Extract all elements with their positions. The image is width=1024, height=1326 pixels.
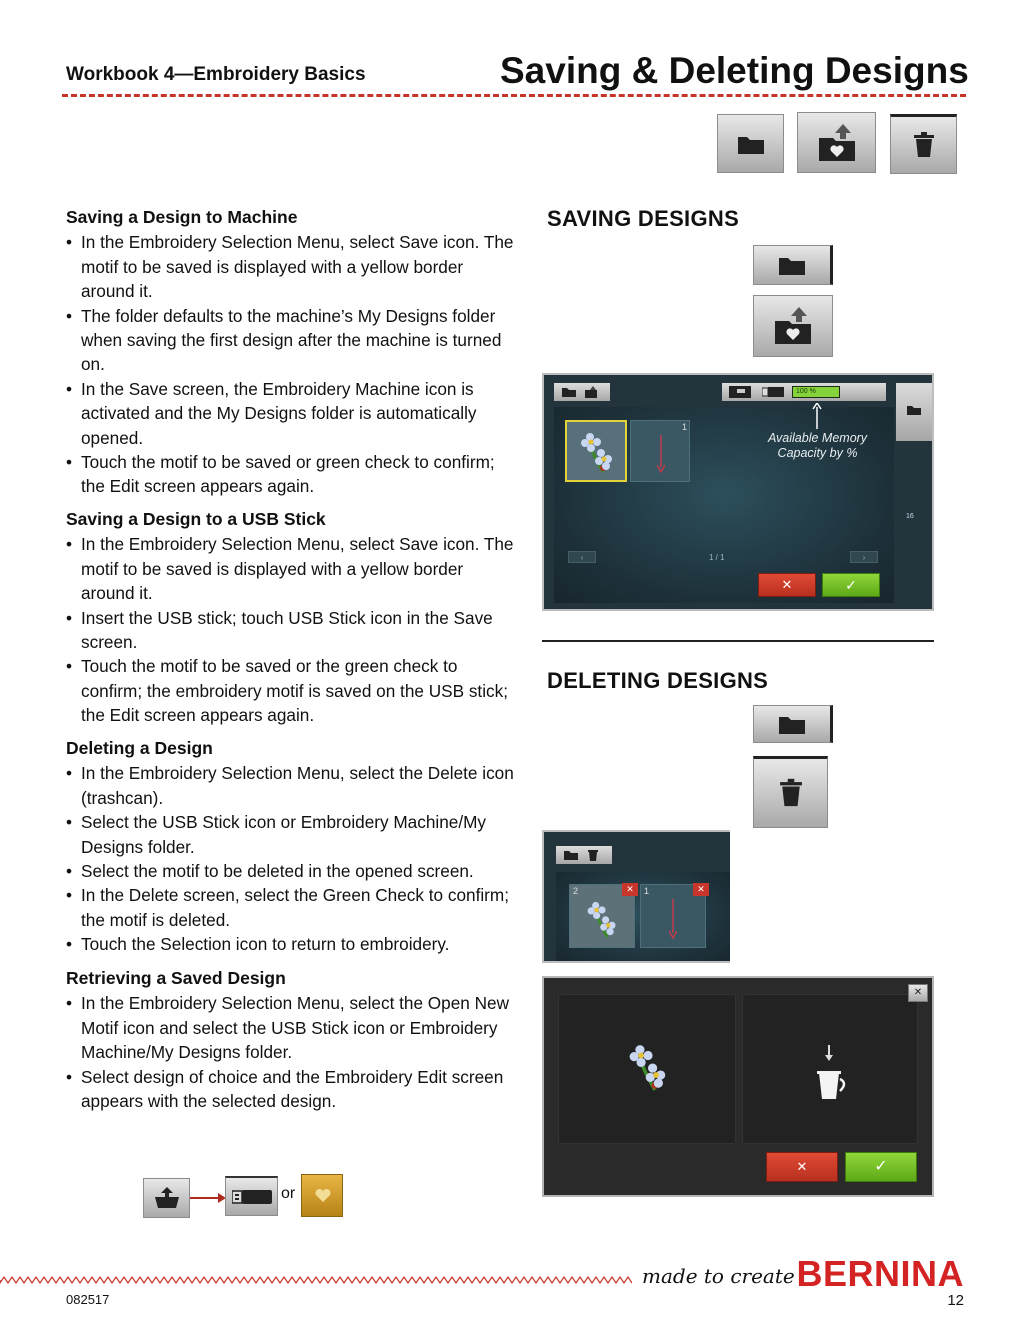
open-motif-icon (153, 1187, 181, 1209)
flower-motif-icon (577, 428, 617, 476)
list-item: • Select design of choice and the Embroidery Edit screen appears with the selected design. (66, 1065, 521, 1114)
my-designs-folder-icon (315, 1189, 331, 1203)
folder-icon (562, 387, 576, 397)
flower-motif-icon (584, 897, 620, 941)
section-heading: Retrieving a Saved Design (66, 968, 286, 988)
list-item: • In the Delete screen, select the Green Check to confirm; the motif is deleted. (66, 883, 521, 932)
delete-into-trash-icon (815, 1045, 851, 1103)
list-item: • In the Embroidery Selection Menu, select Save icon. The motif to be saved is displayed with a yellow border around it. (66, 532, 521, 605)
header-divider (62, 94, 966, 97)
usb-stick-icon (762, 386, 784, 398)
list-item: • Insert the USB stick; touch USB Stick icon in the Save screen. (66, 606, 521, 655)
footer-tagline: made to create (642, 1264, 795, 1288)
motif-slot-selected[interactable] (565, 420, 627, 482)
folder-icon (564, 850, 578, 860)
trash-icon-tile (890, 114, 957, 174)
save-to-machine-icon-tile (797, 112, 876, 173)
trash-icon (913, 132, 935, 158)
open-motif-icon-tile (143, 1178, 190, 1218)
trash-icon-tile (753, 756, 828, 828)
list-item: • In the Embroidery Selection Menu, select Save icon. The motif to be saved is displayed with a yellow border around it. (66, 230, 521, 303)
or-label: or (281, 1185, 296, 1202)
check-button[interactable]: ✓ (845, 1152, 917, 1182)
flower-motif-icon (625, 1039, 671, 1095)
empty-motif-slot[interactable] (640, 884, 706, 948)
usb-stick-icon-tile (225, 1176, 278, 1216)
folder-icon-tile (753, 705, 833, 743)
trash-icon (779, 778, 803, 808)
workbook-label: Workbook 4—Embroidery Basics (66, 64, 366, 85)
annotation-arrow-icon (812, 403, 822, 429)
trash-icon (588, 849, 598, 861)
page-indicator: 1 / 1 (709, 553, 725, 562)
screen-tab-bar (554, 383, 610, 401)
section-saving-to-machine (66, 205, 521, 499)
footer-decoration (0, 1276, 632, 1284)
list-item: • Touch the motif to be saved or green check to confirm; the Edit screen appears again. (66, 450, 521, 499)
saving-designs-heading: SAVING DESIGNS (547, 206, 740, 231)
folder-icon (737, 133, 765, 155)
list-item: • Touch the motif to be saved or the green check to confirm; the embroidery motif is saved on the USB stick; the Edit screen appears again. (66, 654, 521, 727)
deleting-designs-heading: DELETING DESIGNS (547, 668, 769, 693)
save-to-machine-icon-tile (753, 295, 833, 357)
section-saving-to-usb (66, 507, 521, 728)
my-designs-folder-tile (301, 1174, 343, 1217)
screen-tab-bar (556, 846, 612, 864)
list-item: • In the Save screen, the Embroidery Machine icon is activated and the My Designs folder is automatically opened. (66, 377, 521, 450)
folder-icon (778, 254, 806, 276)
close-button[interactable]: ✕ (908, 984, 928, 1002)
check-button[interactable]: ✓ (822, 573, 880, 597)
save-to-machine-icon (815, 123, 859, 163)
save-to-machine-icon (584, 386, 598, 398)
slot-number: 2 (573, 886, 579, 896)
save-screen (542, 373, 934, 611)
prev-page-button[interactable]: ‹ (568, 551, 596, 563)
list-item: • The folder defaults to the machine’s My Designs folder when saving the first design after the machine is turned on. (66, 304, 521, 377)
arrow-right-icon (190, 1191, 226, 1205)
folder-icon-tile (717, 114, 784, 173)
delete-mark-icon: ✕ (693, 883, 709, 896)
confirm-delete-dialog (542, 976, 934, 1197)
cancel-button[interactable]: ✕ (758, 573, 816, 597)
empty-motif-slot[interactable] (630, 420, 690, 482)
cancel-button[interactable]: ✕ (766, 1152, 838, 1182)
motif-preview-panel (558, 994, 736, 1144)
folder-icon (778, 713, 806, 735)
save-to-machine-icon (771, 306, 815, 346)
brand-logo: BERNINA (796, 1253, 964, 1294)
section-deleting (66, 736, 521, 957)
machine-icon (729, 386, 751, 398)
section-divider (542, 640, 934, 642)
page-title: Saving & Deleting Designs (500, 50, 969, 91)
section-heading: Saving a Design to a USB Stick (66, 509, 326, 529)
memory-annotation: Available Memory Capacity by % (767, 431, 868, 460)
arrow-down-icon (669, 899, 677, 939)
delete-screen (542, 830, 730, 963)
slot-number: 1 (681, 422, 687, 432)
folder-icon-tile (753, 245, 833, 285)
list-item: • In the Embroidery Selection Menu, select the Delete icon (trashcan). (66, 761, 521, 810)
slot-number: 1 (644, 886, 650, 896)
delete-mark-icon: ✕ (622, 883, 638, 896)
section-heading: Saving a Design to Machine (66, 207, 298, 227)
section-retrieving (66, 966, 521, 1113)
folder-icon (907, 405, 921, 415)
page-number: 12 (947, 1292, 964, 1309)
motif-slot[interactable] (569, 884, 635, 948)
side-folder-button[interactable] (896, 383, 932, 441)
status-bar (722, 383, 886, 401)
memory-gauge (792, 386, 840, 398)
list-item: • In the Embroidery Selection Menu, select the Open New Motif icon and select the USB Stick icon or Embroidery Machine/My Designs folder. (66, 991, 521, 1064)
list-item: • Touch the Selection icon to return to embroidery. (66, 932, 521, 956)
list-item: • Select the USB Stick icon or Embroidery Machine/My Designs folder. (66, 810, 521, 859)
usb-stick-icon (232, 1190, 272, 1204)
list-item: • Select the motif to be deleted in the opened screen. (66, 859, 521, 883)
memory-value: 100 % (796, 388, 816, 395)
section-heading: Deleting a Design (66, 738, 213, 758)
trash-preview-panel (742, 994, 918, 1144)
next-page-button[interactable]: › (850, 551, 878, 563)
arrow-down-icon (657, 435, 665, 473)
side-count: 16 (906, 513, 914, 520)
document-code: 082517 (66, 1292, 110, 1307)
